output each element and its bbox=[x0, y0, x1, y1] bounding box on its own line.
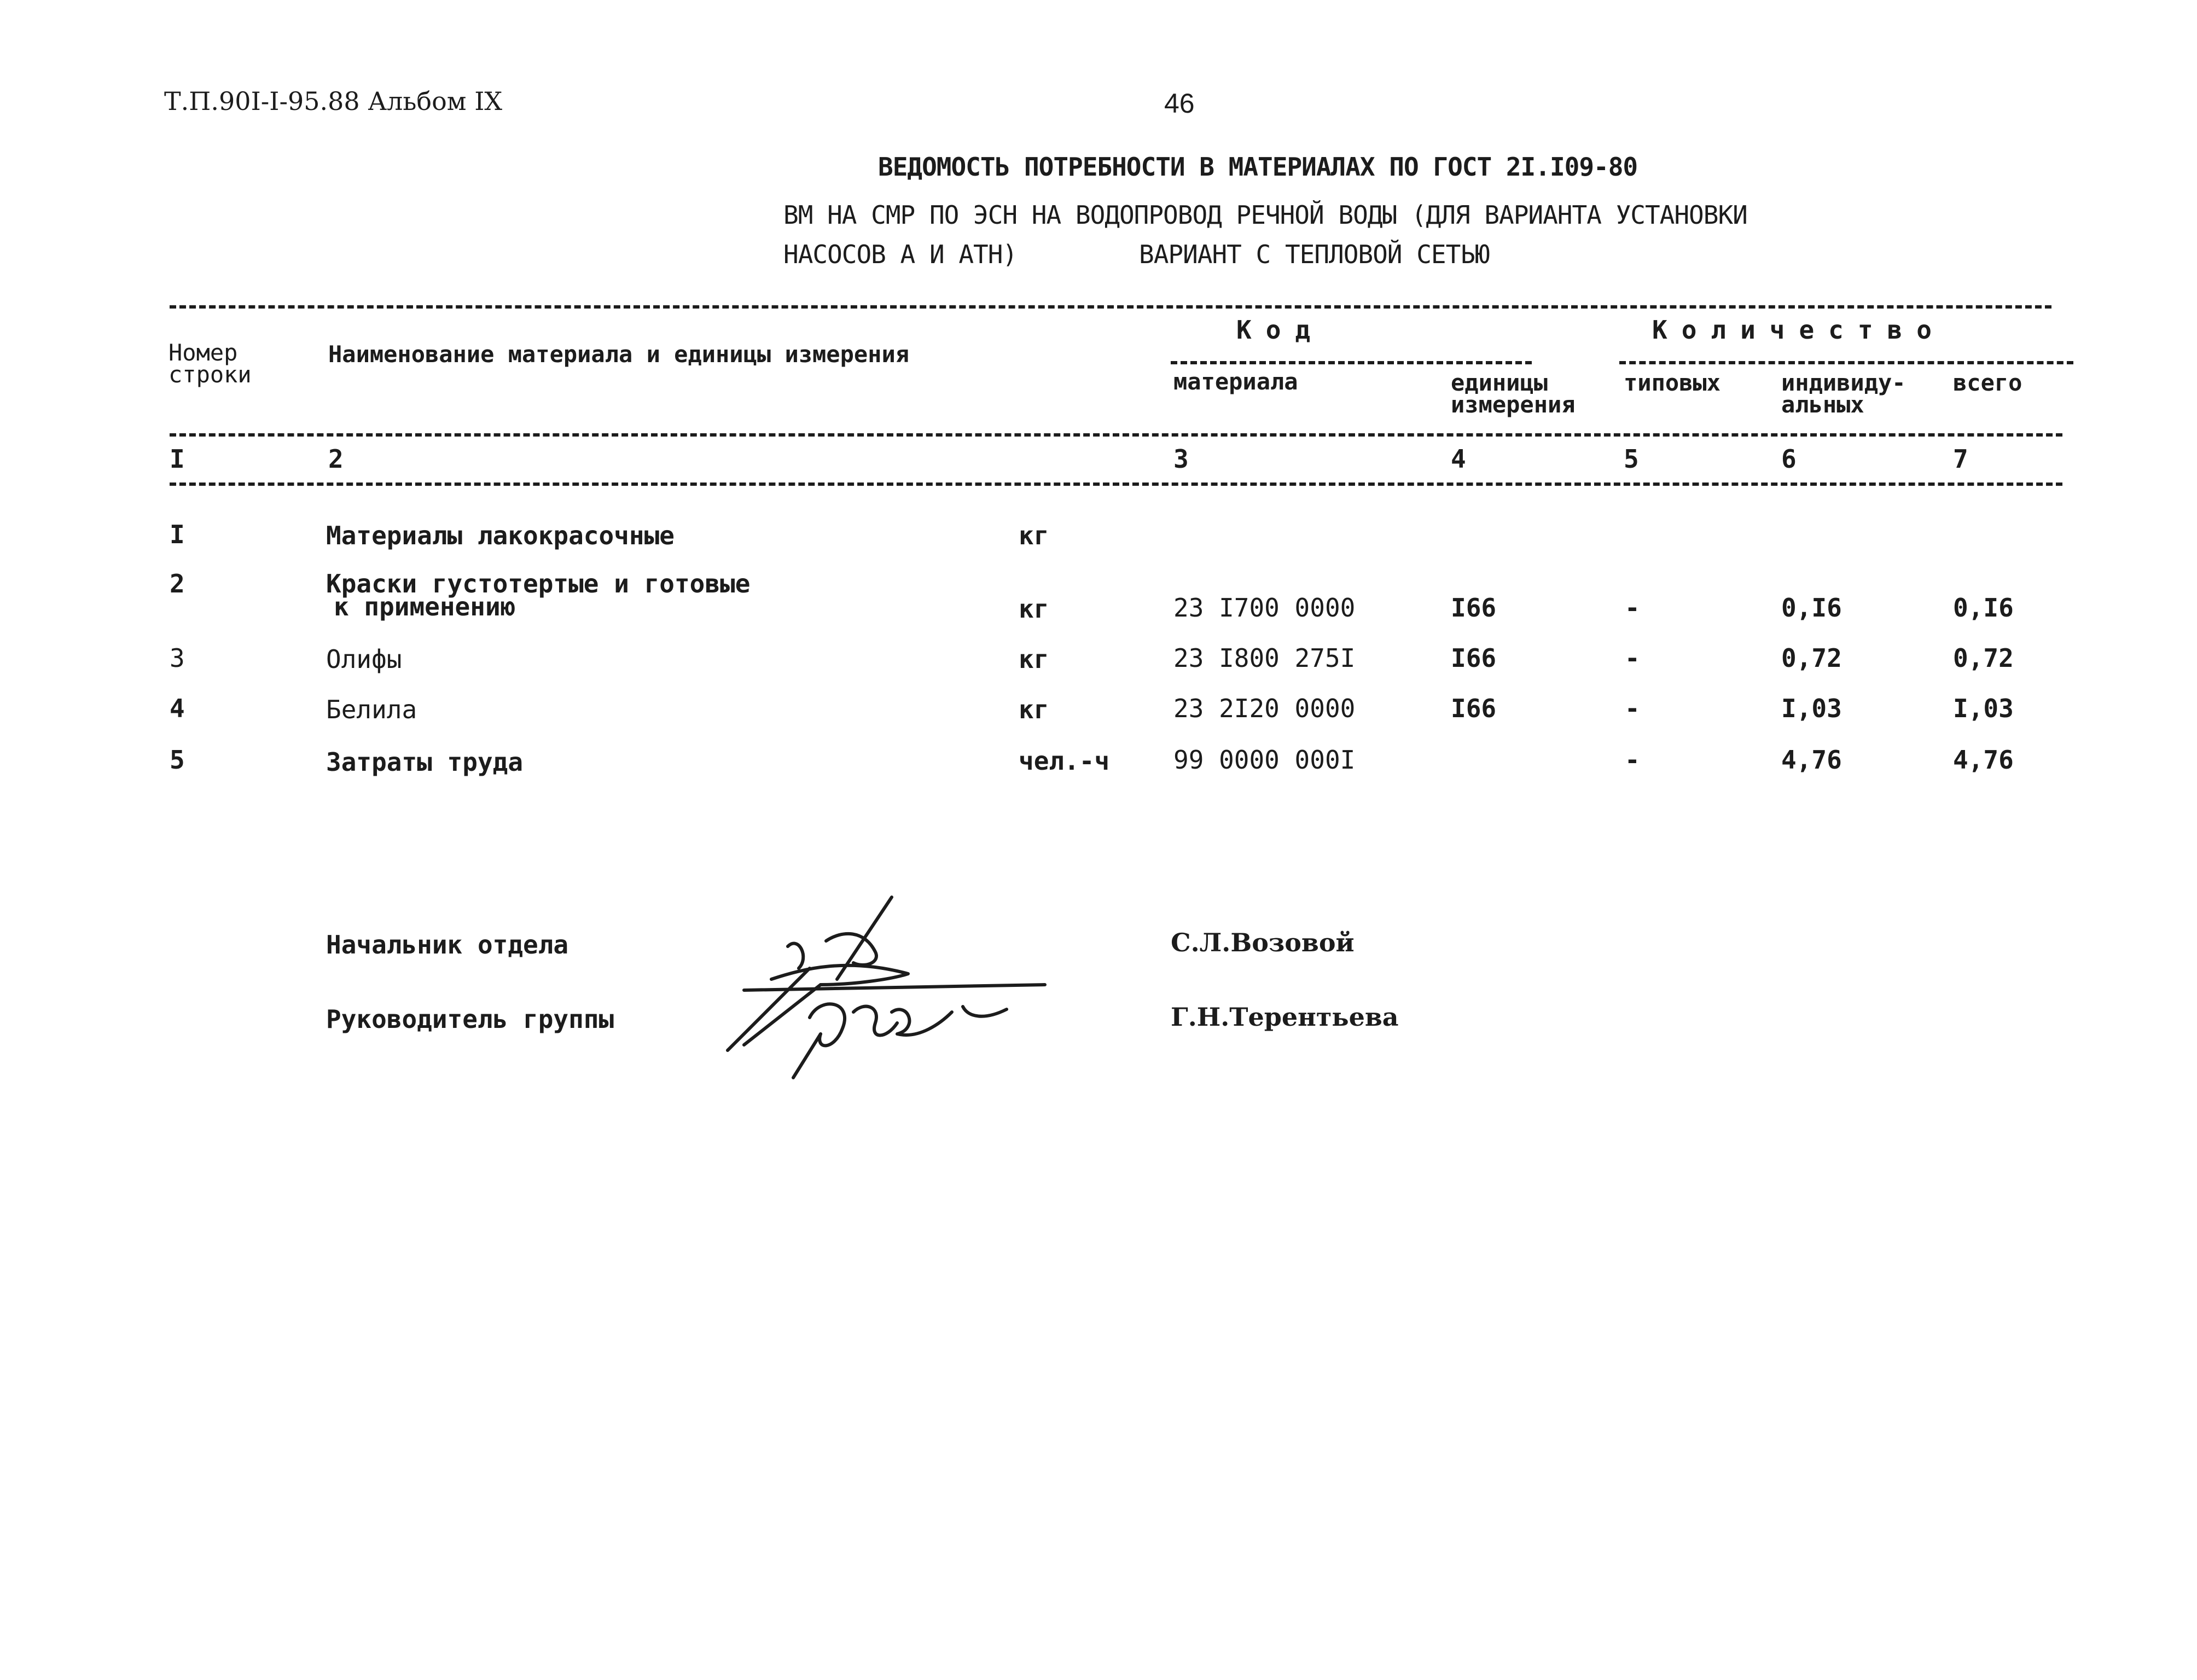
qty-total: 0,I6 bbox=[1953, 593, 2014, 623]
document-title: ВЕДОМОСТЬ ПОТРЕБНОСТИ В МАТЕРИАЛАХ ПО ГОСТ 2I.I09-80 bbox=[878, 152, 1638, 182]
material-name: Затраты труда bbox=[326, 747, 524, 777]
unit-code: I66 bbox=[1451, 593, 1497, 623]
row-number: I bbox=[170, 520, 185, 549]
header-quantity-group: Количество bbox=[1652, 315, 1946, 345]
column-number: 7 bbox=[1953, 444, 1968, 474]
qty-individual: I,03 bbox=[1781, 694, 1842, 723]
document-subtitle-variant: ВАРИАНТ С ТЕПЛОВОЙ СЕТЬЮ bbox=[1139, 240, 1490, 269]
qty-typical: - bbox=[1625, 593, 1640, 623]
group-leader-label: Руководитель группы bbox=[326, 1004, 614, 1034]
material-code: 23 I700 0000 bbox=[1173, 593, 1356, 623]
column-numbers-rule bbox=[170, 483, 2062, 486]
qty-individual: 4,76 bbox=[1781, 745, 1842, 775]
row-number: 5 bbox=[170, 745, 185, 775]
material-unit: кг bbox=[1019, 594, 1049, 624]
table-top-rule bbox=[170, 305, 2051, 309]
qty-individual: 0,72 bbox=[1781, 643, 1842, 673]
material-name: Олифы bbox=[326, 644, 402, 674]
qty-typical: - bbox=[1625, 643, 1640, 673]
row-number: 4 bbox=[170, 694, 185, 723]
head-of-department-label: Начальник отдела bbox=[326, 930, 569, 960]
page-number: 46 bbox=[1164, 88, 1195, 119]
qty-total: I,03 bbox=[1953, 694, 2014, 723]
header-qty-total: всего bbox=[1953, 369, 2022, 396]
qty-total: 0,72 bbox=[1953, 643, 2014, 673]
column-number: 6 bbox=[1781, 444, 1797, 474]
header-qty-individual: индивиду- альных bbox=[1781, 369, 1906, 418]
qty-typical: - bbox=[1625, 694, 1640, 723]
header-code-group: Код bbox=[1236, 315, 1325, 345]
column-number: I bbox=[170, 444, 185, 474]
material-code: 23 I800 275I bbox=[1173, 643, 1356, 673]
quantity-group-rule bbox=[1619, 361, 2073, 364]
header-qty-typical: типовых bbox=[1624, 369, 1721, 396]
qty-individual: 0,I6 bbox=[1781, 593, 1842, 623]
header-code-material: материала bbox=[1173, 368, 1298, 395]
column-number: 4 bbox=[1451, 444, 1466, 474]
qty-total: 4,76 bbox=[1953, 745, 2014, 775]
unit-code: I66 bbox=[1451, 643, 1497, 673]
document-subtitle-line2: НАСОСОВ А И АТН) bbox=[783, 240, 1018, 269]
material-name: Краски густотертые и готовые к применению bbox=[326, 569, 751, 621]
column-number: 2 bbox=[328, 444, 344, 474]
document-subtitle-line1: ВМ НА СМР ПО ЭСН НА ВОДОПРОВОД РЕЧНОЙ ВОДЫ (ДЛЯ ВАРИАНТА УСТАНОВКИ bbox=[783, 200, 1747, 230]
material-unit: кг bbox=[1019, 521, 1049, 550]
material-name: Белила bbox=[326, 695, 417, 724]
row-number: 2 bbox=[170, 569, 185, 598]
material-name: Материалы лакокрасочные bbox=[326, 521, 675, 550]
head-of-department-name: С.Л.Возовой bbox=[1171, 928, 1355, 957]
qty-typical: - bbox=[1625, 745, 1640, 775]
code-group-rule bbox=[1171, 361, 1532, 364]
material-unit: чел.-ч bbox=[1019, 746, 1110, 776]
column-number: 3 bbox=[1173, 444, 1189, 474]
handwritten-signature bbox=[711, 886, 1072, 1094]
group-leader-name: Г.Н.Терентьева bbox=[1171, 1002, 1399, 1032]
document-reference: Т.П.90I-I-95.88 Альбом IX bbox=[164, 86, 503, 116]
material-code: 99 0000 000I bbox=[1173, 745, 1356, 775]
header-row-number: Номер строки bbox=[168, 339, 252, 388]
header-bottom-rule bbox=[170, 433, 2062, 437]
material-unit: кг bbox=[1019, 695, 1049, 724]
row-number: 3 bbox=[170, 643, 185, 673]
header-material-name: Наименование материала и единицы измерения bbox=[328, 341, 910, 368]
header-code-unit: единицы измерения bbox=[1451, 369, 1576, 418]
material-unit: кг bbox=[1019, 644, 1049, 674]
unit-code: I66 bbox=[1451, 694, 1497, 723]
material-code: 23 2I20 0000 bbox=[1173, 694, 1356, 723]
column-number: 5 bbox=[1624, 444, 1639, 474]
